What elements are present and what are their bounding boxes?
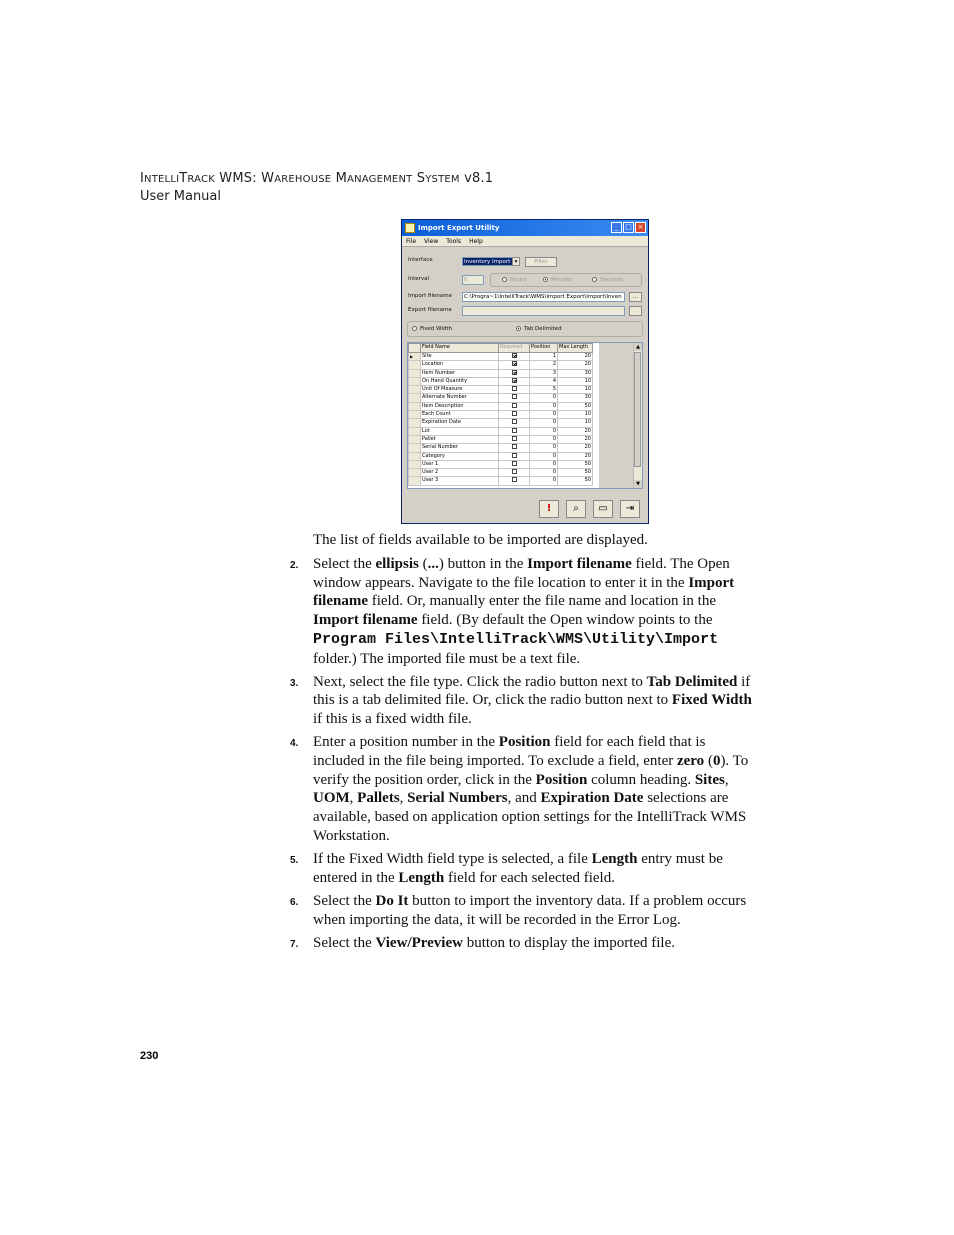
radio-icon bbox=[516, 326, 521, 331]
required-cell bbox=[499, 361, 530, 369]
position-cell[interactable]: 0 bbox=[530, 477, 558, 485]
step-4: 4. Enter a position number in the Position field for each field that is included in the file being imported. To exclude a field, enter zero (0). To verify the position order, click in the Position column heading. Sites, UOM, Pallets, Serial Numbers, and Expiration Date selections are available, based on application option settings for the IntelliTrack WMS Workstation. bbox=[290, 734, 749, 844]
max-length-cell[interactable]: 50 bbox=[558, 477, 593, 485]
grid-row[interactable] bbox=[409, 460, 593, 468]
row-selector[interactable] bbox=[409, 369, 421, 377]
row-selector[interactable] bbox=[409, 435, 421, 443]
field-name-cell: Serial Number bbox=[421, 444, 499, 452]
grid-row[interactable] bbox=[409, 394, 593, 402]
row-selector[interactable] bbox=[409, 411, 421, 419]
chevron-down-icon[interactable]: ▾ bbox=[512, 257, 520, 266]
tab-delimited-radio[interactable]: Tab Delimited bbox=[516, 326, 562, 332]
step-3: 3. Next, select the file type. Click the radio button next to Tab Delimited if this is a tab delimited file. Or, click the radio button next to Fixed Width if this is a fixed width file. bbox=[290, 673, 752, 728]
required-checkbox[interactable] bbox=[512, 419, 517, 424]
fixed-width-radio[interactable]: Fixed Width bbox=[412, 326, 452, 332]
grid-row[interactable] bbox=[409, 477, 593, 485]
current-row-indicator-icon[interactable]: ▶ bbox=[409, 353, 421, 361]
position-cell[interactable]: 0 bbox=[530, 460, 558, 468]
required-checkbox[interactable] bbox=[512, 361, 517, 366]
required-cell bbox=[499, 377, 530, 385]
grid-scrollbar[interactable] bbox=[633, 343, 642, 488]
grid-row[interactable] bbox=[409, 353, 593, 361]
radio-icon bbox=[543, 277, 548, 282]
grid-row[interactable] bbox=[409, 419, 593, 427]
view-preview-icon[interactable]: ⌕ bbox=[566, 500, 586, 518]
required-checkbox[interactable] bbox=[512, 353, 517, 358]
field-name-cell: Expiration Date bbox=[421, 419, 499, 427]
max-length-cell[interactable]: 20 bbox=[558, 452, 593, 460]
max-length-cell[interactable]: 30 bbox=[558, 369, 593, 377]
menu-bar bbox=[402, 236, 648, 247]
row-selector[interactable] bbox=[409, 469, 421, 477]
page-number: 230 bbox=[140, 1050, 159, 1062]
row-selector[interactable] bbox=[409, 419, 421, 427]
grid-row[interactable] bbox=[409, 377, 593, 385]
row-selector[interactable] bbox=[409, 444, 421, 452]
scroll-down-icon[interactable]: ▼ bbox=[634, 480, 642, 488]
grid-row[interactable] bbox=[409, 469, 593, 477]
max-length-cell[interactable]: 10 bbox=[558, 411, 593, 419]
max-length-cell[interactable]: 20 bbox=[558, 361, 593, 369]
max-length-cell[interactable]: 20 bbox=[558, 353, 593, 361]
open-folder-icon[interactable]: ▭ bbox=[593, 500, 613, 518]
import-export-window bbox=[401, 219, 649, 524]
grid-row[interactable] bbox=[409, 435, 593, 443]
max-length-cell[interactable]: 50 bbox=[558, 469, 593, 477]
row-selector[interactable] bbox=[409, 477, 421, 485]
field-name-cell: On Hand Quantity bbox=[421, 377, 499, 385]
interface-select[interactable]: Inventory Import bbox=[462, 257, 520, 266]
field-name-cell: Pallet bbox=[421, 435, 499, 443]
hours-radio[interactable]: Hours bbox=[502, 277, 526, 283]
position-cell[interactable]: 4 bbox=[530, 377, 558, 385]
grid-row[interactable] bbox=[409, 369, 593, 377]
row-selector[interactable] bbox=[409, 361, 421, 369]
required-checkbox[interactable] bbox=[512, 403, 517, 408]
field-name-cell: User 1 bbox=[421, 460, 499, 468]
required-cell bbox=[499, 460, 530, 468]
grid-row[interactable] bbox=[409, 386, 593, 394]
required-cell bbox=[499, 419, 530, 427]
row-selector[interactable] bbox=[409, 402, 421, 410]
step-5: 5. If the Fixed Width field type is selected, a file Length entry must be entered in the Length field for each selected field. bbox=[290, 851, 723, 886]
position-cell[interactable]: 0 bbox=[530, 452, 558, 460]
import-filename-label: Import filename bbox=[408, 293, 452, 299]
maximize-icon[interactable]: □ bbox=[623, 222, 634, 233]
row-selector[interactable] bbox=[409, 377, 421, 385]
max-length-cell[interactable]: 10 bbox=[558, 419, 593, 427]
max-length-header[interactable]: Max Length bbox=[558, 344, 593, 353]
required-checkbox[interactable] bbox=[512, 469, 517, 474]
step-list bbox=[290, 555, 760, 957]
grid-row[interactable] bbox=[409, 427, 593, 435]
max-length-cell[interactable]: 20 bbox=[558, 444, 593, 452]
position-cell[interactable]: 1 bbox=[530, 353, 558, 361]
row-selector[interactable] bbox=[409, 386, 421, 394]
position-cell[interactable]: 5 bbox=[530, 386, 558, 394]
interval-input[interactable]: 0 bbox=[462, 275, 484, 285]
row-selector[interactable] bbox=[409, 452, 421, 460]
export-filename-field[interactable] bbox=[462, 306, 625, 316]
required-cell bbox=[499, 386, 530, 394]
position-cell[interactable]: 0 bbox=[530, 411, 558, 419]
interval-label: Interval bbox=[408, 276, 430, 282]
grid-row[interactable] bbox=[409, 402, 593, 410]
manual-subtitle: User Manual bbox=[140, 189, 222, 204]
required-header[interactable]: Required bbox=[499, 344, 530, 353]
field-name-cell: Each Count bbox=[421, 411, 499, 419]
required-cell bbox=[499, 402, 530, 410]
required-cell bbox=[499, 452, 530, 460]
scroll-up-icon[interactable]: ▲ bbox=[634, 343, 642, 351]
position-cell[interactable]: 0 bbox=[530, 394, 558, 402]
field-name-cell: User 3 bbox=[421, 477, 499, 485]
menu-help[interactable]: Help bbox=[469, 237, 483, 245]
required-cell bbox=[499, 394, 530, 402]
filter-button[interactable]: Filter bbox=[525, 257, 557, 267]
required-cell bbox=[499, 444, 530, 452]
required-cell bbox=[499, 477, 530, 485]
grid-row[interactable] bbox=[409, 452, 593, 460]
required-checkbox[interactable] bbox=[512, 461, 517, 466]
required-checkbox[interactable] bbox=[512, 411, 517, 416]
minutes-radio[interactable]: Minutes bbox=[543, 277, 573, 283]
required-checkbox[interactable] bbox=[512, 444, 517, 449]
position-cell[interactable]: 0 bbox=[530, 435, 558, 443]
required-cell bbox=[499, 427, 530, 435]
position-cell[interactable]: 2 bbox=[530, 361, 558, 369]
max-length-cell[interactable]: 50 bbox=[558, 460, 593, 468]
grid-empty-area bbox=[599, 343, 635, 488]
max-length-cell[interactable]: 50 bbox=[558, 402, 593, 410]
export-filename-label: Export filename bbox=[408, 307, 452, 313]
grid-row[interactable] bbox=[409, 444, 593, 452]
field-name-cell: Category bbox=[421, 452, 499, 460]
exit-icon[interactable]: ⇥ bbox=[620, 500, 640, 518]
window-title: Import Export Utility bbox=[418, 224, 500, 232]
radio-icon bbox=[502, 277, 507, 282]
menu-view[interactable]: View bbox=[424, 237, 439, 245]
figure-caption: The list of fields available to be imported are displayed. bbox=[313, 532, 648, 548]
radio-icon bbox=[412, 326, 417, 331]
position-cell[interactable]: 0 bbox=[530, 419, 558, 427]
radio-icon bbox=[592, 277, 597, 282]
field-name-cell: Location bbox=[421, 361, 499, 369]
position-cell[interactable]: 0 bbox=[530, 402, 558, 410]
max-length-cell[interactable]: 20 bbox=[558, 435, 593, 443]
import-filename-field[interactable]: C:\Progra~1\IntelliTrack\WMS\Import Export\Import\Inven bbox=[462, 292, 625, 302]
required-cell bbox=[499, 353, 530, 361]
grid-row[interactable] bbox=[409, 411, 593, 419]
max-length-cell[interactable]: 30 bbox=[558, 394, 593, 402]
required-checkbox[interactable] bbox=[512, 378, 517, 383]
window-titlebar bbox=[402, 220, 648, 236]
minimize-icon[interactable]: _ bbox=[611, 222, 622, 233]
app-icon bbox=[405, 223, 415, 233]
close-icon[interactable]: × bbox=[635, 222, 646, 233]
scroll-thumb[interactable] bbox=[634, 352, 641, 467]
max-length-cell[interactable]: 10 bbox=[558, 386, 593, 394]
required-checkbox[interactable] bbox=[512, 386, 517, 391]
required-cell bbox=[499, 411, 530, 419]
max-length-cell[interactable]: 10 bbox=[558, 377, 593, 385]
required-checkbox[interactable] bbox=[512, 477, 517, 482]
row-selector[interactable] bbox=[409, 427, 421, 435]
field-name-cell: Alternate Number bbox=[421, 394, 499, 402]
required-checkbox[interactable] bbox=[512, 394, 517, 399]
row-selector[interactable] bbox=[409, 460, 421, 468]
field-name-header[interactable]: Field Name bbox=[421, 344, 499, 353]
required-checkbox[interactable] bbox=[512, 428, 517, 433]
export-ellipsis-button[interactable]: ... bbox=[629, 306, 642, 316]
manual-title: INTELLITRACK WMS: WAREHOUSE MANAGEMENT SYSTEM v8.1 bbox=[140, 171, 494, 186]
menu-file[interactable]: File bbox=[406, 237, 417, 245]
step-2: 2. Select the ellipsis (...) button in the Import filename field. The Open window appears. Navigate to the file location to enter it in the Import filename field. Or, manually enter the file name and location in the Import filename field. (By default the Open window points to the Program Files\IntelliTrack\WMS\Utility\Import folder.) The imported file must be a text file. bbox=[290, 556, 735, 667]
position-cell[interactable]: 0 bbox=[530, 444, 558, 452]
import-ellipsis-button[interactable]: ... bbox=[629, 292, 642, 302]
required-checkbox[interactable] bbox=[512, 370, 517, 375]
position-cell[interactable]: 0 bbox=[530, 469, 558, 477]
field-name-cell: Unit Of Measure bbox=[421, 386, 499, 394]
field-name-cell: Lot bbox=[421, 427, 499, 435]
grid-corner bbox=[409, 344, 421, 353]
do-it-icon[interactable]: ! bbox=[539, 500, 559, 518]
max-length-cell[interactable]: 20 bbox=[558, 427, 593, 435]
required-checkbox[interactable] bbox=[512, 436, 517, 441]
row-selector[interactable] bbox=[409, 394, 421, 402]
field-grid bbox=[407, 342, 643, 489]
running-header bbox=[140, 170, 493, 205]
step-6: 6. Select the Do It button to import the inventory data. If a problem occurs when importing the data, it will be recorded in the Error Log. bbox=[290, 892, 747, 928]
field-name-cell: Site bbox=[421, 353, 499, 361]
field-name-cell: Item Description bbox=[421, 402, 499, 410]
required-cell bbox=[499, 369, 530, 377]
grid-row[interactable] bbox=[409, 361, 593, 369]
menu-tools[interactable]: Tools bbox=[446, 237, 462, 245]
required-cell bbox=[499, 469, 530, 477]
position-cell[interactable]: 0 bbox=[530, 427, 558, 435]
required-cell bbox=[499, 435, 530, 443]
position-header[interactable]: Position bbox=[530, 344, 558, 353]
step-7: 7. Select the View/Preview button to display the imported file. bbox=[290, 934, 676, 951]
field-name-cell: User 2 bbox=[421, 469, 499, 477]
seconds-radio[interactable]: Seconds bbox=[592, 277, 623, 283]
required-checkbox[interactable] bbox=[512, 453, 517, 458]
field-name-cell: Item Number bbox=[421, 369, 499, 377]
position-cell[interactable]: 3 bbox=[530, 369, 558, 377]
interface-label: Interface bbox=[408, 257, 433, 263]
